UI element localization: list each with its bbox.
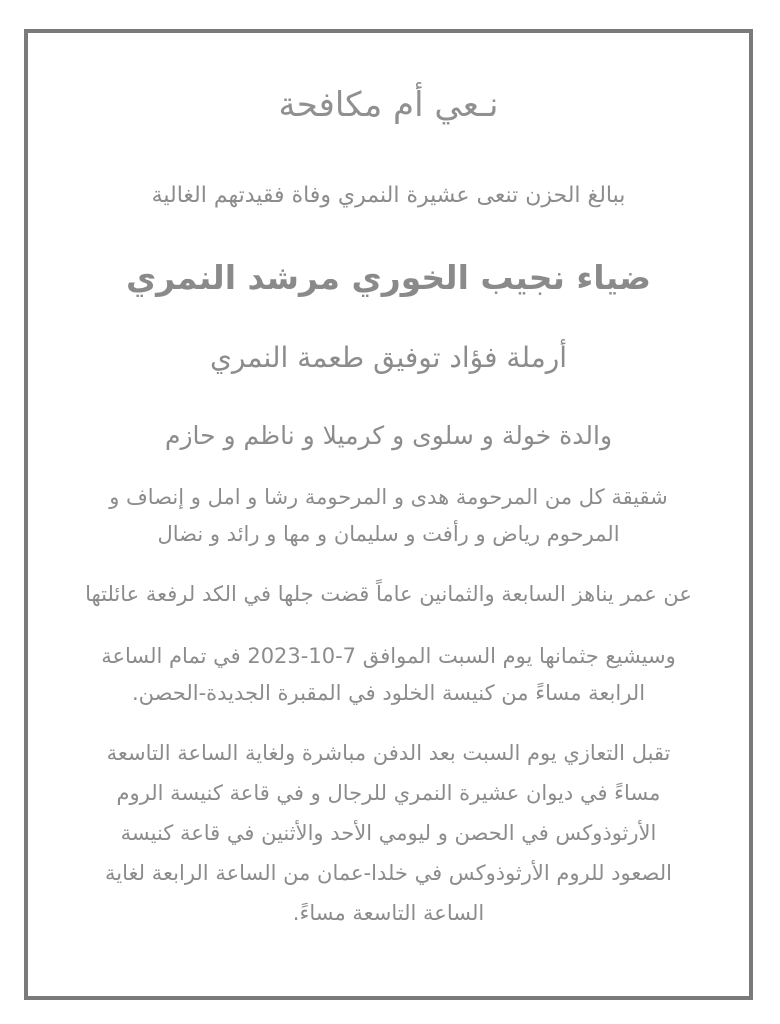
condolences-line-3: الأرثوذوكس في الحصن و ليومي الأحد والأثنين في قاعة كنيسة xyxy=(120,821,657,845)
widow-of-line: أرملة فؤاد توفيق طعمة النمري xyxy=(209,341,568,374)
condolences-line-2: مساءً في ديوان عشيرة النمري للرجال و في قاعة كنيسة الروم xyxy=(116,781,661,805)
condolences-line-4: الصعود للروم الأرثوذوكس في خلدا-عمان من الساعة الرابعة لغاية xyxy=(105,861,672,885)
deceased-name: ضياء نجيب الخوري مرشد النمري xyxy=(125,258,652,297)
condolences-line-1: تقبل التعازي يوم السبت بعد الدفن مباشرة ولغاية الساعة التاسعة xyxy=(106,741,671,765)
sister-of-line-1: شقيقة كل من المرحومة هدى و المرحومة رشا و امل و إنصاف و xyxy=(109,485,668,509)
age-line: عن عمر يناهز السابعة والثمانين عاماً قضت جلها في الكد لرفعة عائلتها xyxy=(85,582,692,606)
mother-of-line: والدة خولة و سلوى و كرميلا و ناظم و حازم xyxy=(164,421,613,450)
sister-of-paragraph xyxy=(40,479,737,553)
funeral-line-2: الرابعة مساءً من كنيسة الخلود في المقبرة الجديدة-الحصن. xyxy=(131,681,646,705)
condolences-line-5: الساعة التاسعة مساءً. xyxy=(292,901,485,925)
funeral-line-1: وسيشيع جثمانها يوم السبت الموافق 7-10-2023 في تمام الساعة xyxy=(101,644,676,668)
sister-of-line-2: المرحوم رياض و رأفت و سليمان و مها و رائد و نضال xyxy=(157,522,620,546)
funeral-paragraph xyxy=(40,638,737,712)
obituary-notice xyxy=(28,33,749,996)
condolences-paragraph xyxy=(40,733,737,933)
age-paragraph xyxy=(40,576,737,613)
notice-intro: ببالغ الحزن تنعى عشيرة النمري وفاة فقيدتهم الغالية xyxy=(151,183,626,208)
notice-title: نـعي أم مكافحة xyxy=(278,85,499,125)
